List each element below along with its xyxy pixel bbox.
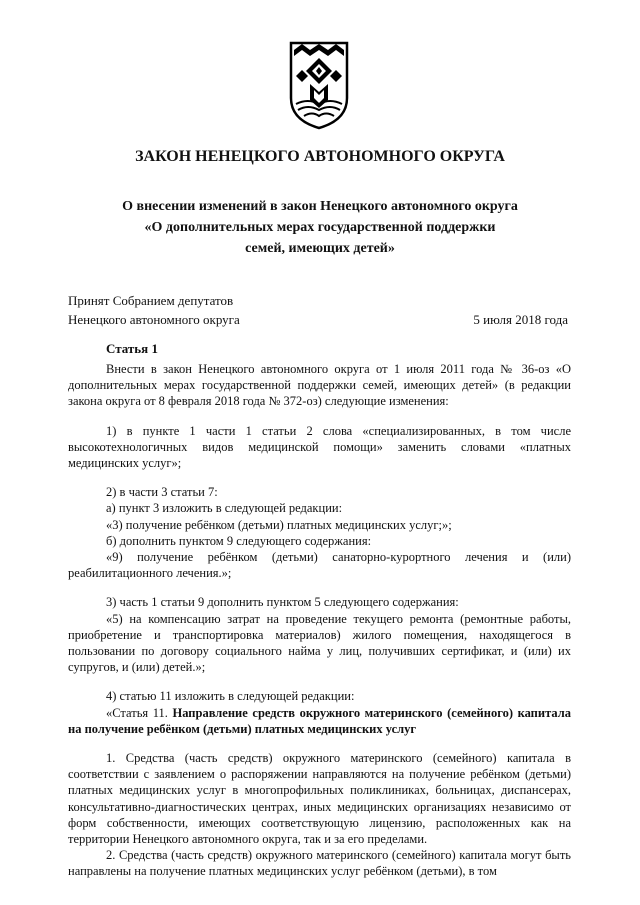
subtitle-line: семей, имеющих детей»	[245, 241, 395, 256]
adoption-date: 5 июля 2018 года	[473, 312, 568, 327]
article-11-prefix: «Статья 11.	[106, 705, 173, 720]
paragraph: «3) получение ребёнком (детьми) платных медицинских услуг;»;	[106, 517, 452, 532]
document-body	[68, 361, 571, 880]
law-subtitle	[60, 196, 580, 259]
paragraph: 1. Средства (часть средств) окружного материнского (семейного) капитала в соответствии с заявлением о распоряжении направляются на получение ребёнком (детьми) платных медицинских услуг в многопрофильных поликлиниках, больницах, диспансерах, консультативно-диагностических центрах, иных медицинских организациях независимо от форм собственности, имеющих соответствующую лицензию, расположенных как на территории Ненецкого автономного округа, так и за его пределами.	[68, 751, 571, 847]
paragraph: Внести в закон Ненецкого автономного округа от 1 июля 2011 года № 36-оз «О дополнительных мерах государственной поддержки семей, имеющих детей» (в редакции закона округа от 8 февраля 2018 года № 372-оз) следующие изменения:	[68, 362, 571, 409]
paragraph: 1) в пункте 1 части 1 статьи 2 слова «специализированных, в том числе высокотехнологичных видов медицинской помощи» заменить словами «платных медицинских услуг»;	[68, 423, 571, 471]
paragraph: б) дополнить пунктом 9 следующего содержания:	[106, 533, 372, 548]
article-11-title: Направление средств окружного материнского (семейного) капитала на получение ребёнком (детьми) платных медицинских услуг	[68, 705, 571, 736]
paragraph: 4) статью 11 изложить в следующей редакции:	[106, 689, 355, 704]
adopted-line: Ненецкого автономного округа	[68, 312, 240, 327]
adopted-line: Принят Собранием депутатов	[68, 293, 234, 308]
law-title: ЗАКОН НЕНЕЦКОГО АВТОНОМНОГО ОКРУГА	[135, 148, 505, 165]
adopted-by	[68, 291, 240, 329]
subtitle-line: О внесении изменений в закон Ненецкого автономного округа	[122, 199, 518, 214]
coat-of-arms-emblem	[288, 40, 350, 130]
article-11-heading	[68, 705, 571, 737]
paragraph: 2. Средства (часть средств) окружного материнского (семейного) капитала могут быть направлены на получение платных медицинских услуг ребёнком (детьми), в том	[68, 848, 571, 879]
article-heading: Статья 1	[106, 341, 158, 356]
paragraph: 2) в части 3 статьи 7:	[106, 485, 218, 500]
paragraph: «9) получение ребёнком (детьми) санаторно-курортного лечения и (или) реабилитационного лечения.»;	[68, 550, 571, 581]
paragraph: а) пункт 3 изложить в следующей редакции:	[106, 501, 343, 516]
paragraph: «5) на компенсацию затрат на проведение текущего ремонта (ремонтные работы, приобретение и транспортировка материалов) жилого помещения, находящегося в пользовании по договору социального найма у лиц, получивших сертификат, и (или) их супругов, и (или) детей.»;	[68, 611, 571, 675]
subtitle-line: «О дополнительных мерах государственной поддержки	[144, 220, 496, 235]
paragraph: 3) часть 1 статьи 9 дополнить пунктом 5 следующего содержания:	[106, 595, 459, 610]
